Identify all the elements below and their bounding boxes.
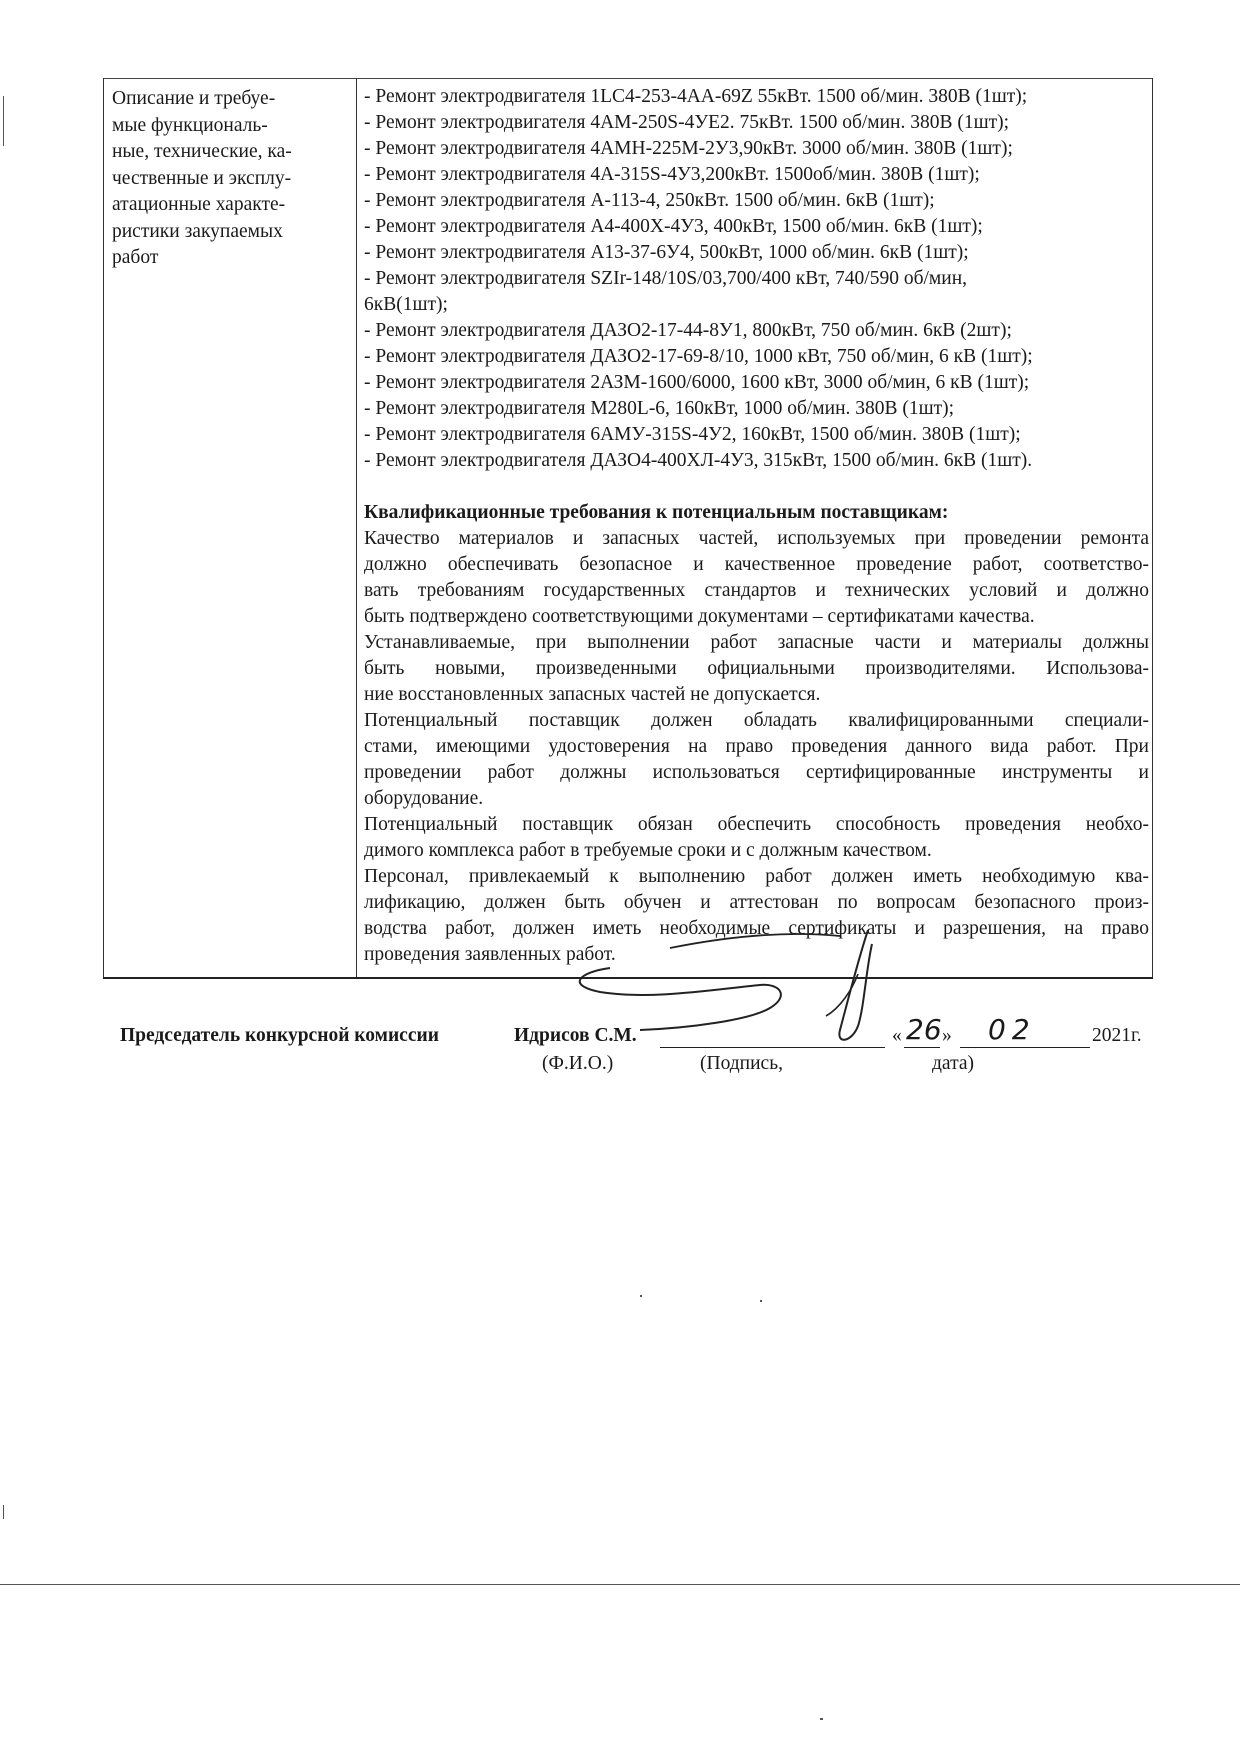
- day-underline: [904, 1047, 940, 1048]
- qualification-line: оборудование.: [364, 788, 484, 809]
- label-line: чественные и эксплу-: [112, 167, 292, 189]
- qualification-line: должно обеспечивать безопасное и качественное проведение работ, соответство-: [364, 554, 1149, 575]
- label-line: ные, технические, ка-: [112, 141, 292, 162]
- table-left-border: [103, 78, 104, 978]
- label-line: Описание и требуе-: [112, 88, 276, 109]
- scan-artifact-mark: [760, 1300, 762, 1302]
- repair-item: - Ремонт электродвигателя А-113-4, 250кВт. 1500 об/мин. 6кВ (1шт);: [364, 190, 935, 211]
- scan-artifact-line: [0, 1584, 1240, 1585]
- qualification-line: ние восстановленных запасных частей не допускается.: [364, 684, 821, 705]
- scan-artifact-mark: [640, 1295, 642, 1297]
- scan-artifact-mark: [3, 96, 4, 146]
- table-right-border: [1152, 78, 1153, 978]
- repair-item: - Ремонт электродвигателя ДАЗО4-400ХЛ-4У3, 315кВт, 1500 об/мин. 6кВ (1шт).: [364, 450, 1033, 471]
- label-line: мые функциональ-: [112, 114, 268, 136]
- chair-name: Идрисов С.М.: [514, 1025, 637, 1046]
- repair-item: - Ремонт электродвигателя 6АМУ-315S-4У2, 160кВт, 1500 об/мин. 380В (1шт);: [364, 424, 1021, 445]
- date-year: 2021г.: [1092, 1025, 1142, 1046]
- table-top-border: [103, 78, 1153, 79]
- signature-caption: (Подпись,: [700, 1053, 783, 1074]
- label-line: атационные характе-: [112, 194, 286, 215]
- scan-artifact-mark: [820, 1718, 823, 1720]
- signature-underline: [660, 1047, 885, 1048]
- commission-chair-label: Председатель конкурсной комиссии: [120, 1025, 439, 1046]
- section-spacer: [364, 474, 1149, 500]
- qualification-line: Качество материалов и запасных частей, используемых при проведении ремонта: [364, 528, 1149, 549]
- repair-item: - Ремонт электродвигателя ДАЗО2-17-69-8/10, 1000 кВт, 750 об/мин, 6 кВ (1шт);: [364, 346, 1033, 367]
- month-underline: [960, 1047, 1090, 1048]
- date-day: 26: [906, 1013, 942, 1046]
- repair-item: - Ремонт электродвигателя М280L-6, 160кВт, 1000 об/мин. 380В (1шт);: [364, 398, 955, 419]
- date-caption: дата): [932, 1053, 974, 1074]
- repair-item: - Ремонт электродвигателя ДАЗО2-17-44-8У1, 800кВт, 750 об/мин. 6кВ (2шт);: [364, 320, 1012, 341]
- repair-list: [364, 84, 1149, 474]
- qualification-title: Квалификационные требования к потенциальным поставщикам:: [364, 502, 949, 523]
- table-column-divider: [356, 78, 357, 978]
- qualification-section: [364, 500, 1149, 968]
- characteristics-content-cell: [364, 84, 1149, 968]
- label-line: работ: [112, 247, 159, 268]
- repair-item: - Ремонт электродвигателя 4АМН-225М-2У3,90кВт. 3000 об/мин. 380В (1шт);: [364, 138, 1013, 159]
- qualification-line: проведения заявленных работ.: [364, 944, 616, 965]
- qualification-line: стами, имеющими удостоверения на право проведения данного вида работ. При: [364, 736, 1149, 757]
- repair-item: - Ремонт электродвигателя А13-37-6У4, 500кВт, 1000 об/мин. 6кВ (1шт);: [364, 242, 969, 263]
- repair-item: - Ремонт электродвигателя 4АМ-250S-4УЕ2. 75кВт. 1500 об/мин. 380В (1шт);: [364, 112, 1010, 133]
- fio-caption: (Ф.И.О.): [542, 1053, 614, 1074]
- date-month: 02: [988, 1013, 1036, 1046]
- date-quote-open: «: [892, 1025, 902, 1046]
- qualification-line: лификацию, должен быть обучен и аттестован по вопросам безопасного произ-: [364, 892, 1149, 913]
- qualification-line: Устанавливаемые, при выполнении работ запасные части и материалы должны: [364, 632, 1149, 653]
- repair-item: - Ремонт электродвигателя А4-400Х-4У3, 400кВт, 1500 об/мин. 6кВ (1шт);: [364, 216, 983, 237]
- label-line: ристики закупаемых: [112, 220, 283, 242]
- qualification-line: Потенциальный поставщик обязан обеспечить способность проведения необхо-: [364, 814, 1149, 835]
- repair-item: - Ремонт электродвигателя 4А-315S-4У3,200кВт. 1500об/мин. 380В (1шт);: [364, 164, 980, 185]
- characteristics-label-cell: [112, 86, 347, 272]
- qualification-line: Персонал, привлекаемый к выполнению работ должен иметь необходимую ква-: [364, 866, 1149, 887]
- repair-item: - Ремонт электродвигателя 1LC4-253-4AA-69Z 55кВт. 1500 об/мин. 380В (1шт);: [364, 86, 1028, 107]
- repair-item-continuation: 6кВ(1шт);: [364, 294, 448, 315]
- qualification-line: вать требованиям государственных стандартов и технических условий и должно: [364, 580, 1149, 601]
- qualification-line: водства работ, должен иметь необходимые сертификаты и разрешения, на право: [364, 918, 1149, 939]
- date-quote-close: »: [942, 1025, 952, 1046]
- scan-artifact-mark: [3, 1505, 4, 1519]
- qualification-line: Потенциальный поставщик должен обладать квалифицированными специали-: [364, 710, 1149, 731]
- qualification-line: димого комплекса работ в требуемые сроки и с должным качеством.: [364, 840, 932, 861]
- qualification-line: проведении работ должны использоваться сертифицированные инструменты и: [364, 762, 1149, 783]
- qualification-line: быть новыми, произведенными официальными производителями. Использова-: [364, 658, 1149, 679]
- qualification-line: быть подтверждено соответствующими документами – сертификатами качества.: [364, 606, 1035, 627]
- repair-item: - Ремонт электродвигателя SZIr-148/10S/03,700/400 кВт, 740/590 об/мин,: [364, 268, 968, 289]
- repair-item: - Ремонт электродвигателя 2АЗМ-1600/6000, 1600 кВт, 3000 об/мин, 6 кВ (1шт);: [364, 372, 1030, 393]
